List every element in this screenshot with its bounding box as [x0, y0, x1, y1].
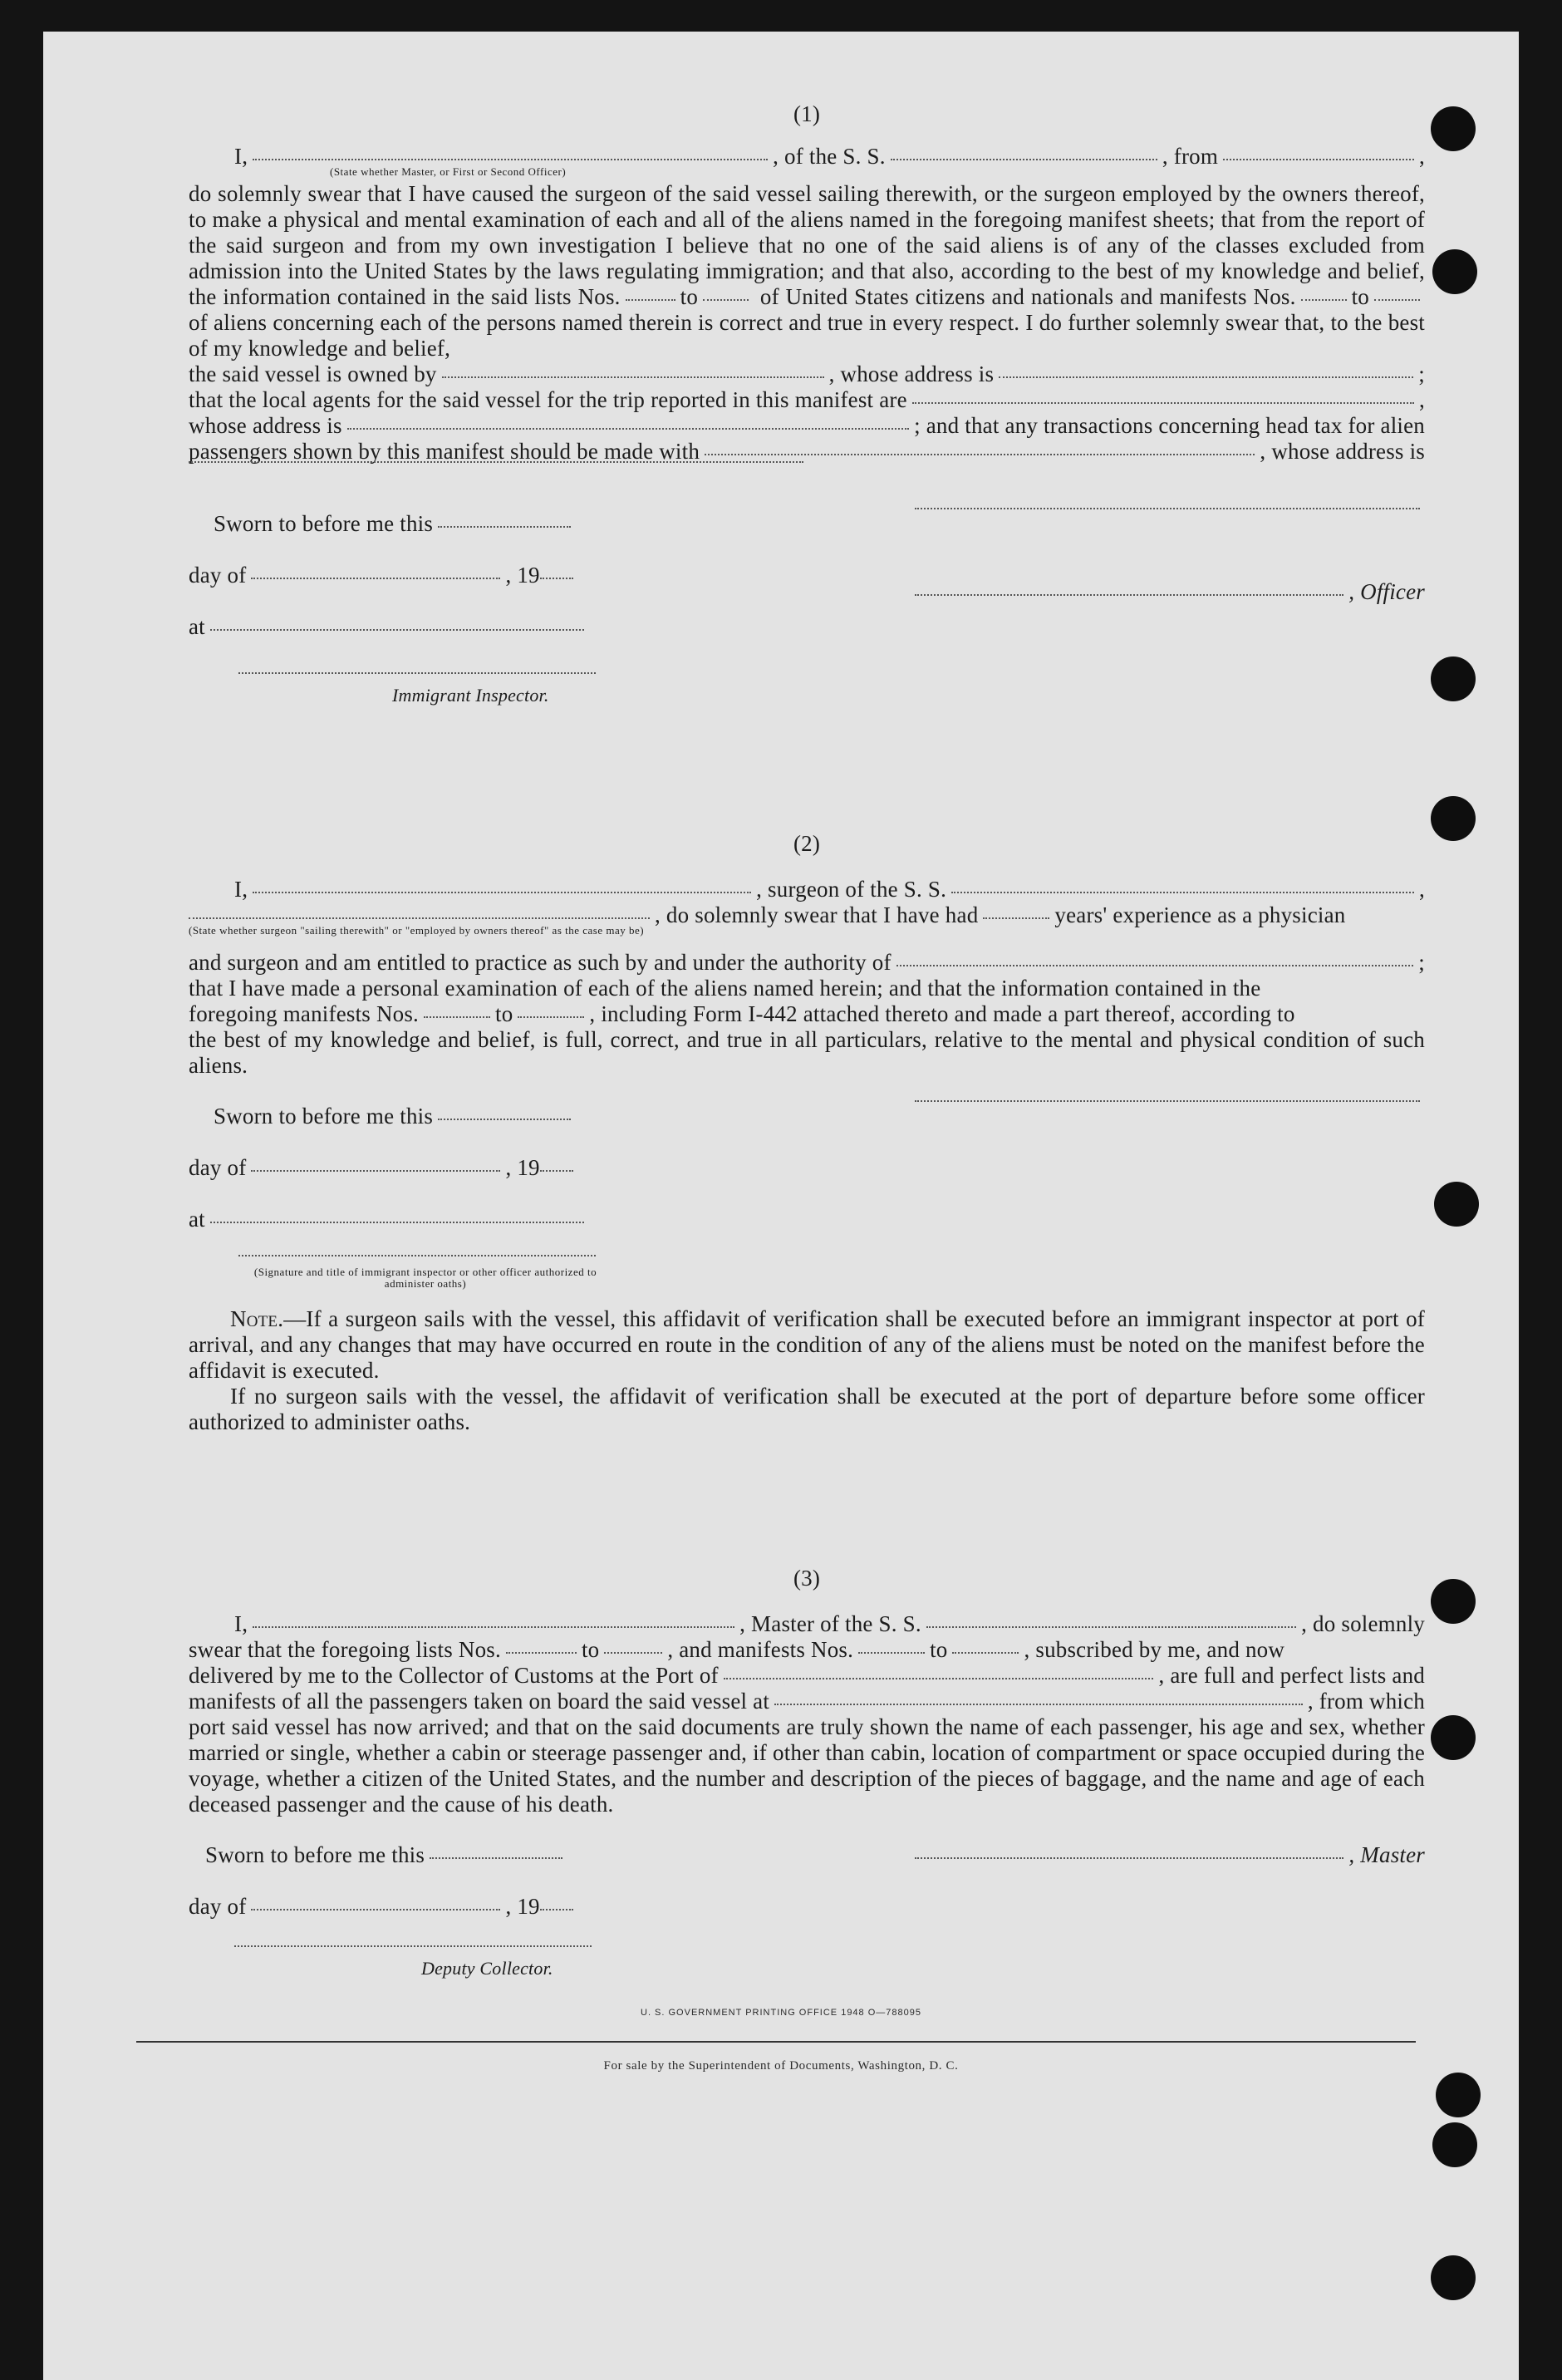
address-label: , whose address is	[828, 361, 995, 386]
list-from-blank[interactable]	[626, 299, 675, 301]
address-label: whose address is	[189, 413, 342, 438]
affidavit-section-3	[189, 1566, 1425, 1995]
sale-notice: For sale by the Superintendent of Documents, Washington, D. C.	[603, 2059, 959, 2073]
binder-hole-icon	[1431, 1579, 1476, 1624]
inspector-caption: Immigrant Inspector.	[392, 685, 549, 706]
binder-hole-icon	[1432, 249, 1477, 294]
to-label: to	[495, 1001, 513, 1026]
of-ss-label: , of the S. S.	[773, 144, 886, 169]
year-label: , 19	[505, 1155, 540, 1180]
master-line	[189, 1611, 1425, 1637]
delivered-label: delivered by me to the Collector of Customs at the Port of	[189, 1663, 719, 1688]
binder-hole-icon	[1431, 106, 1476, 151]
owner-blank[interactable]	[442, 376, 824, 378]
pronoun-i: I,	[234, 877, 248, 902]
solemnly-label: , do solemnly	[1301, 1611, 1425, 1636]
manifest-to-blank[interactable]	[1374, 299, 1420, 301]
from-label: , from	[1162, 144, 1219, 169]
footer-rule	[136, 2041, 1416, 2043]
comma: ,	[1419, 387, 1425, 412]
master-of-label: , Master of the S. S.	[739, 1611, 921, 1636]
agents-blank[interactable]	[912, 402, 1414, 404]
day-of-label: day of	[189, 1155, 247, 1180]
address-continuation-line	[189, 465, 1425, 488]
pronoun-i: I,	[234, 144, 248, 169]
port-line	[189, 1663, 1425, 1689]
day-of-label: day of	[189, 1894, 247, 1919]
manifest-from-blank[interactable]	[858, 1652, 925, 1654]
subscribed-label: , subscribed by me, and now	[1024, 1637, 1285, 1662]
semicolon: ;	[1418, 361, 1425, 386]
years-label: years' experience as a physician	[1054, 902, 1346, 927]
month-blank[interactable]	[251, 1170, 500, 1172]
swear-label: swear that the foregoing lists Nos.	[189, 1637, 501, 1662]
entitled-label: and surgeon and am entitled to practice as such by and under the authority of	[189, 950, 892, 975]
passengers-label: passengers shown by this manifest should be made with	[189, 439, 700, 464]
head-tax-agent-blank[interactable]	[705, 454, 1255, 455]
examination-text: that I have made a personal examination of each of the aliens named herein; and that the information contained in the	[189, 976, 1261, 1001]
binder-hole-icon	[1432, 2122, 1477, 2167]
embark-line	[189, 1689, 1425, 1714]
surgeon-note: (State whether surgeon "sailing therewith" or "employed by owners thereof" as the case may be)	[189, 924, 645, 937]
oath-text: do solemnly swear that I have caused the surgeon of the said vessel sailing therewith, or the surgeon employed by the owners thereof, to make a physical and mental examination of each and all of the aliens named in the foregoing manifest sheets; that from the report of the said surgeon and from my own investigation I believe that no one of the said aliens is of any of the classes excluded from admission into the United States by the laws regulating immigration; and that also, according to the best of my knowledge and belief, the information contained in the said lists Nos.	[189, 181, 1425, 309]
at-label: at	[189, 614, 205, 639]
from-which-label: , from which	[1307, 1689, 1425, 1714]
note-label: Note.	[230, 1306, 284, 1331]
to-label: to	[930, 1637, 948, 1662]
manifests-label: foregoing manifests Nos.	[189, 1001, 420, 1026]
to-label: to	[1351, 284, 1369, 309]
sworn-day-blank[interactable]	[438, 1119, 571, 1120]
day-of-row	[189, 1894, 1425, 1945]
manifest-to-blank[interactable]	[952, 1652, 1019, 1654]
binder-hole-icon	[1431, 656, 1476, 701]
section-number: (2)	[793, 831, 821, 856]
affidavit-section-1	[189, 101, 1425, 715]
day-of-row	[189, 1155, 1425, 1207]
master-ship-blank[interactable]	[926, 1626, 1296, 1628]
solemnly-label: , do solemnly swear that I have had	[655, 902, 979, 927]
day-of-row	[189, 563, 1425, 614]
owner-address-blank[interactable]	[999, 376, 1413, 378]
head-tax-label: ; and that any transactions concerning head tax for alien	[914, 413, 1425, 438]
sworn-day-blank[interactable]	[430, 1857, 562, 1859]
master-signature-blank[interactable]	[915, 1857, 1343, 1859]
collector-signature-blank[interactable]	[234, 1945, 592, 1947]
year-blank[interactable]	[540, 1170, 573, 1172]
sworn-row	[189, 511, 1425, 563]
at-label: at	[189, 1207, 205, 1232]
sworn-label: Sworn to before me this	[214, 511, 434, 536]
signature-caption: (Signature and title of immigrant inspector or other officer authorized to administer oaths)	[253, 1266, 597, 1290]
lists-line	[189, 1637, 1425, 1663]
semicolon: ;	[1418, 950, 1425, 975]
to-label: to	[680, 284, 699, 309]
passenger-details-text: port said vessel has now arrived; and that on the said documents are truly shown the name of each passenger, his age and sex, whether married or single, whether a cabin or steerage passenger and, if other than cabin, location of compartment or space occupied during the voyage, whether a citizen of the United States, and the number and description of the pieces of baggage, and the name and age of each deceased passenger and the cause of his death.	[189, 1714, 1425, 1817]
year-label: , 19	[505, 563, 540, 588]
sworn-row	[189, 1104, 1425, 1155]
port-blank[interactable]	[724, 1678, 1154, 1679]
form-page	[43, 32, 1519, 2380]
head-tax-address-blank[interactable]	[189, 461, 803, 463]
year-blank[interactable]	[540, 578, 573, 579]
master-label: , Master	[1348, 1842, 1425, 1867]
comma: ,	[1419, 144, 1425, 169]
authority-blank[interactable]	[896, 965, 1414, 966]
note-paragraph	[189, 1306, 1425, 1384]
inspector-signature	[189, 1258, 1425, 1306]
surgeon-of-label: , surgeon of the S. S.	[756, 877, 947, 902]
manifest-from-blank[interactable]	[424, 1016, 490, 1018]
month-blank[interactable]	[251, 1909, 500, 1910]
owned-by-label: the said vessel is owned by	[189, 361, 437, 386]
surgeon-status-blank[interactable]	[189, 917, 650, 919]
month-blank[interactable]	[251, 578, 500, 579]
agents-line	[189, 387, 1425, 413]
to-label: to	[581, 1637, 600, 1662]
year-label: , 19	[505, 1894, 540, 1919]
master-note: (State whether Master, or First or Second Officer)	[330, 165, 567, 178]
collector-signature	[189, 1945, 1425, 1995]
knowledge-text: the best of my knowledge and belief, is full, correct, and true in all particulars, relative to the mental and physical condition of such aliens.	[189, 1027, 1425, 1078]
note-text: —If a surgeon sails with the vessel, this affidavit of verification shall be executed before an immigrant inspector at port of arrival, and any changes that may have occurred en route in the condition of any of the aliens must be noted on the manifest before the affidavit is executed.	[189, 1306, 1425, 1383]
at-row	[189, 1207, 1425, 1258]
officer-label: , Officer	[1348, 579, 1425, 604]
years-blank[interactable]	[983, 917, 1049, 919]
agents-address-blank[interactable]	[347, 428, 909, 430]
sworn-label: Sworn to before me this	[205, 1842, 425, 1867]
pronoun-i: I,	[234, 1611, 248, 1636]
at-row	[189, 614, 1425, 666]
master-name-blank[interactable]	[253, 1626, 734, 1628]
manifests-label: , and manifests Nos.	[667, 1637, 854, 1662]
manifests-all-label: manifests of all the passengers taken on board the said vessel at	[189, 1689, 770, 1714]
list-from-blank[interactable]	[506, 1652, 577, 1654]
manifest-to-blank[interactable]	[518, 1016, 584, 1018]
list-to-blank[interactable]	[604, 1652, 662, 1654]
binder-hole-icon	[1431, 2255, 1476, 2300]
sworn-label: Sworn to before me this	[214, 1104, 434, 1129]
oath-text-3: of aliens concerning each of the persons named therein is correct and true in every respect. I do further solemnly swear that, to the best of my knowledge and belief,	[189, 310, 1425, 361]
list-to-blank[interactable]	[703, 299, 749, 301]
affidavit-section-2	[189, 831, 1425, 1435]
authority-line	[189, 950, 1425, 976]
officer-signature-blank[interactable]	[915, 594, 1343, 596]
binder-hole-icon	[1431, 1715, 1476, 1760]
day-of-label: day of	[189, 563, 247, 588]
surgeon-ship-blank[interactable]	[951, 892, 1414, 893]
binder-hole-icon	[1436, 2073, 1481, 2117]
printing-office-line: U. S. GOVERNMENT PRINTING OFFICE 1948 O—788095	[641, 2008, 921, 2018]
including-label: , including Form I-442 attached thereto and made a part thereof, according to	[589, 1001, 1295, 1026]
oath-paragraph	[189, 181, 1425, 361]
surgeon-signature-blank[interactable]	[915, 1100, 1420, 1102]
binder-hole-icon	[1434, 1182, 1479, 1227]
inspector-signature-blank[interactable]	[238, 1255, 596, 1256]
officer-name-blank[interactable]	[253, 159, 768, 160]
address-label: , whose address is	[1260, 439, 1425, 464]
master-signature-blank[interactable]	[915, 508, 1420, 509]
binder-hole-icon	[1431, 796, 1476, 841]
inspector-signature	[189, 666, 1425, 715]
sworn-row	[189, 1842, 1425, 1894]
at-place-blank[interactable]	[210, 629, 584, 631]
agents-address-line	[189, 413, 1425, 439]
manifests-line	[189, 1001, 1425, 1027]
comma: ,	[1419, 877, 1425, 902]
section-number: (3)	[793, 1566, 821, 1591]
at-place-blank[interactable]	[210, 1222, 584, 1223]
surgeon-name-blank[interactable]	[253, 892, 751, 893]
deputy-caption: Deputy Collector.	[421, 1958, 553, 1979]
year-blank[interactable]	[540, 1909, 573, 1910]
owner-line	[189, 361, 1425, 387]
embark-port-blank[interactable]	[774, 1704, 1303, 1705]
ship-name-blank[interactable]	[891, 159, 1157, 160]
section-number: (1)	[793, 101, 821, 126]
oath-text-2: of United States citizens and nationals and manifests Nos.	[759, 284, 1296, 309]
manifest-from-blank[interactable]	[1301, 299, 1347, 301]
note-paragraph-2: If no surgeon sails with the vessel, the affidavit of verification shall be executed at the port of departure before some officer authorized to administer oaths.	[189, 1384, 1425, 1434]
full-label: , are full and perfect lists and	[1158, 1663, 1425, 1688]
sworn-day-blank[interactable]	[438, 526, 571, 528]
port-from-blank[interactable]	[1223, 159, 1414, 160]
surgeon-line	[189, 877, 1425, 902]
inspector-signature-blank[interactable]	[238, 672, 596, 674]
agents-label: that the local agents for the said vessel for the trip reported in this manifest are	[189, 387, 907, 412]
